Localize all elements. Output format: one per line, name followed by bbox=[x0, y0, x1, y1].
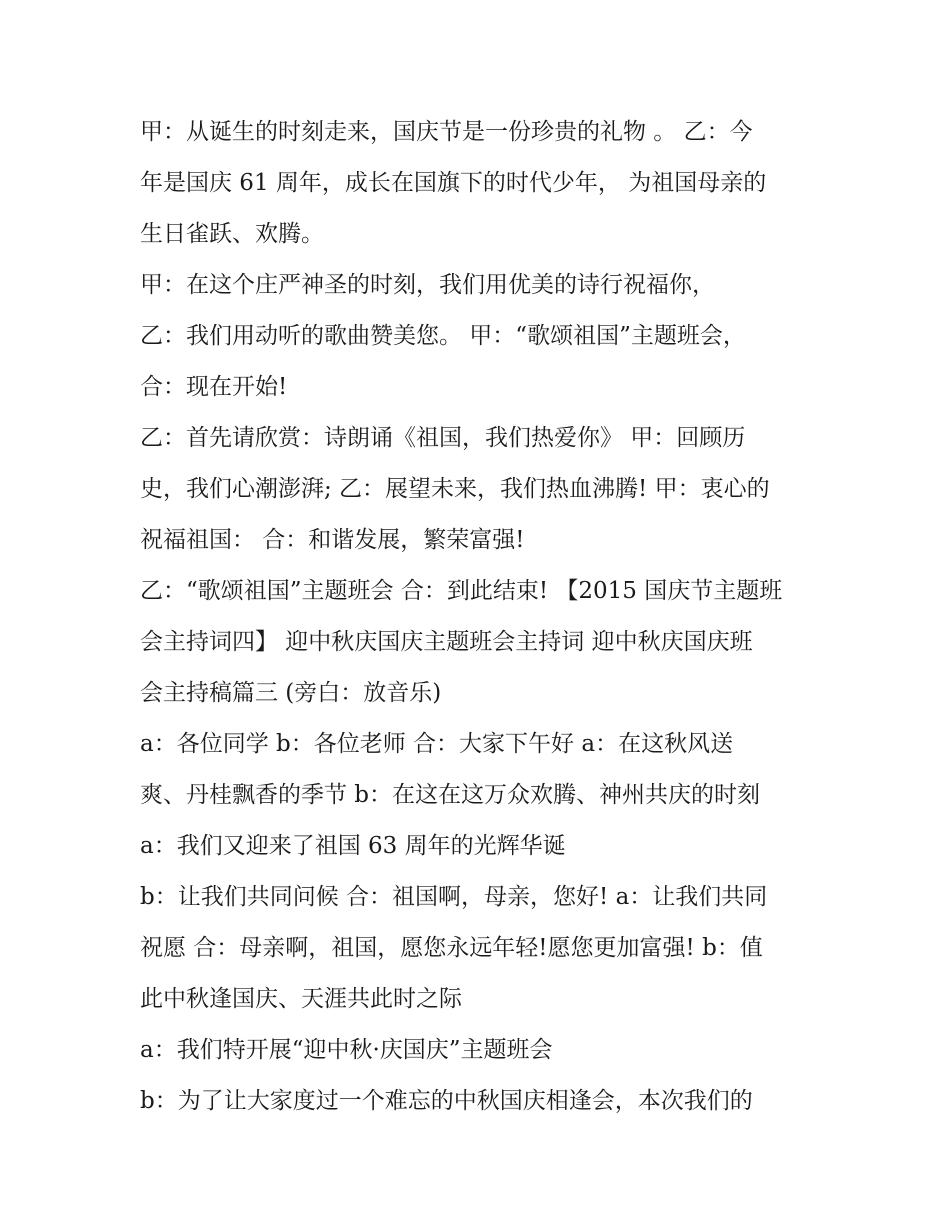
text-line: b：让我们共同问候 合：祖国啊，母亲，您好! a：让我们共同 bbox=[140, 884, 768, 910]
text-line: 乙：“歌颂祖国”主题班会 合：到此结束! 【2015 国庆节主题班 bbox=[140, 578, 783, 604]
paragraph-4 bbox=[140, 362, 820, 413]
text-line: 生日雀跃、欢腾。 bbox=[140, 221, 324, 247]
document-body bbox=[140, 107, 820, 1127]
text-line: 祝愿 合：母亲啊，祖国，愿您永远年轻!愿您更加富强! b：值 bbox=[140, 935, 763, 961]
text-line: 甲：从诞生的时刻走来，国庆节是一份珍贵的礼物 。 乙：今 bbox=[140, 119, 753, 145]
text-line: 合：现在开始! bbox=[140, 374, 288, 400]
text-line: b：为了让大家度过一个难忘的中秋国庆相逢会，本次我们的 bbox=[140, 1088, 753, 1114]
text-line: 会主持词四】 迎中秋庆国庆主题班会主持词 迎中秋庆国庆班 bbox=[140, 629, 753, 655]
text-line: a：我们特开展“迎中秋·庆国庆”主题班会 bbox=[140, 1037, 553, 1063]
text-line: 乙：首先请欣赏：诗朗诵《祖国，我们热爱你》 甲：回顾历 bbox=[140, 425, 746, 451]
text-line: 爽、丹桂飘香的季节 b：在这在这万众欢腾、神州共庆的时刻 bbox=[140, 782, 761, 808]
text-line: 甲：在这个庄严神圣的时刻，我们用优美的诗行祝福你， bbox=[140, 272, 715, 298]
text-line: 乙：我们用动听的歌曲赞美您。 甲：“歌颂祖国”主题班会， bbox=[140, 323, 746, 349]
text-line: 祝福祖国： 合：和谐发展，繁荣富强! bbox=[140, 527, 525, 553]
paragraph-10 bbox=[140, 1025, 820, 1076]
text-line: 此中秋逢国庆、天涯共此时之际 bbox=[140, 986, 462, 1012]
paragraph-7 bbox=[140, 719, 820, 821]
text-line: 年是国庆 61 周年，成长在国旗下的时代少年， 为祖国母亲的 bbox=[140, 170, 767, 196]
text-line: 会主持稿篇三 (旁白：放音乐) bbox=[140, 680, 442, 706]
paragraph-6 bbox=[140, 566, 820, 719]
paragraph-11 bbox=[140, 1076, 820, 1127]
text-line: a：我们又迎来了祖国 63 周年的光辉华诞 bbox=[140, 833, 566, 859]
paragraph-2 bbox=[140, 260, 820, 311]
paragraph-3 bbox=[140, 311, 820, 362]
text-line: 史，我们心潮澎湃; 乙：展望未来，我们热血沸腾! 甲：衷心的 bbox=[140, 476, 770, 502]
paragraph-9 bbox=[140, 872, 820, 1025]
paragraph-8 bbox=[140, 821, 820, 872]
paragraph-5 bbox=[140, 413, 820, 566]
paragraph-1 bbox=[140, 107, 820, 260]
text-line: a：各位同学 b：各位老师 合：大家下午好 a：在这秋风送 bbox=[140, 731, 734, 757]
